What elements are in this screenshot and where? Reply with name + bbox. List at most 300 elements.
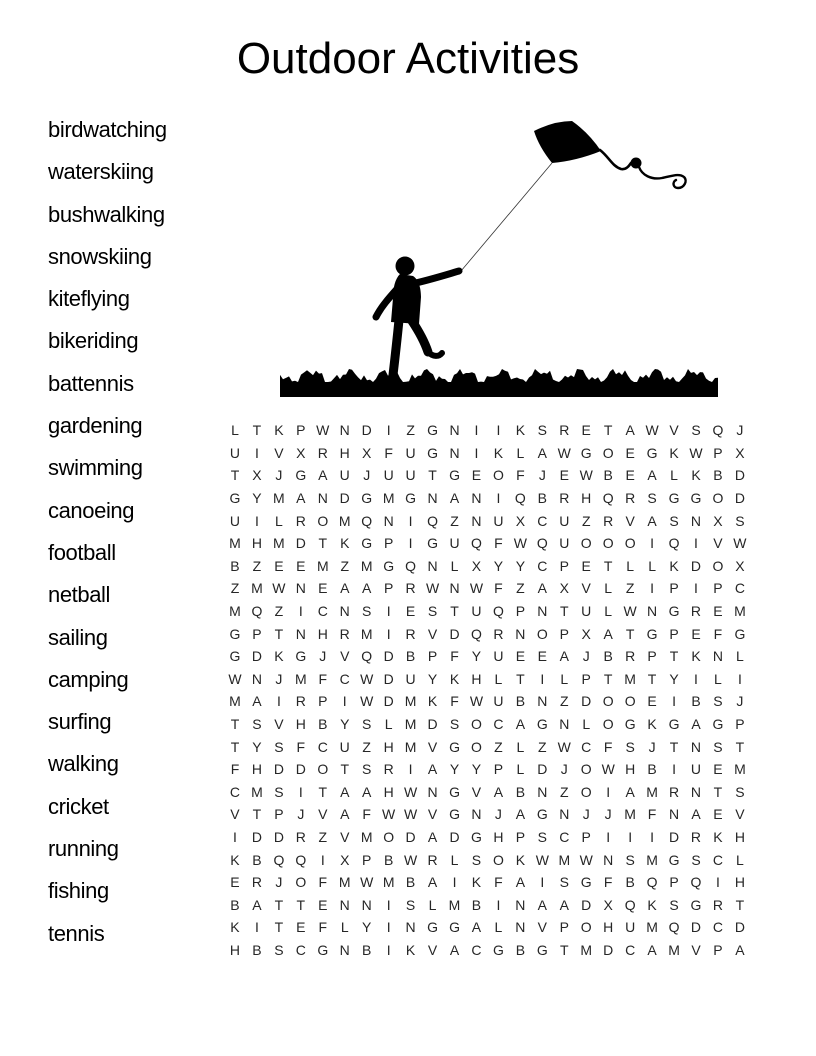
grid-letter: H <box>251 761 262 778</box>
grid-letter: J <box>582 648 590 665</box>
grid-letter: Y <box>669 670 679 687</box>
grid-letter: I <box>606 783 611 800</box>
grid-letter: A <box>537 896 547 913</box>
grid-letter: I <box>298 783 303 800</box>
grid-letter: O <box>317 512 329 529</box>
grid-letter: J <box>275 670 283 687</box>
grid-letter: D <box>734 490 745 507</box>
grid-letter: R <box>668 783 680 800</box>
grid-letter: A <box>449 941 460 958</box>
grid-letter: D <box>383 648 394 665</box>
grid-letter: U <box>690 761 702 778</box>
grid-letter: J <box>319 648 327 665</box>
grid-letter: F <box>647 806 657 823</box>
grid-letter: G <box>471 828 482 845</box>
word-list-item: birdwatching <box>48 117 167 142</box>
grid-letter: S <box>691 851 701 868</box>
grid-letter: G <box>646 444 658 461</box>
grid-letter: U <box>405 467 416 484</box>
grid-letter: T <box>274 896 284 913</box>
grid-letter: W <box>469 693 484 710</box>
word-list <box>48 109 167 955</box>
grid-letter: W <box>557 444 571 461</box>
grid-letter: G <box>668 603 680 620</box>
grid-letter: C <box>537 512 548 529</box>
grid-letter: N <box>405 919 416 936</box>
word-list-item: battennis <box>48 370 134 396</box>
grid-letter: T <box>516 670 525 687</box>
grid-letter: D <box>383 670 394 687</box>
grid-letter: S <box>362 603 372 620</box>
grid-letter: Z <box>318 828 328 845</box>
grid-letter: Z <box>362 738 371 755</box>
grid-letter: D <box>273 828 284 845</box>
grid-letter: G <box>668 851 680 868</box>
grid-letter: G <box>536 806 548 823</box>
grid-letter: W <box>316 422 330 439</box>
grid-letter: G <box>449 806 460 823</box>
word-list-item: football <box>48 539 116 565</box>
grid-letter: N <box>537 783 548 800</box>
grid-letter: J <box>736 422 744 439</box>
grid-letter: J <box>538 467 546 484</box>
grid-letter: V <box>735 806 745 823</box>
grid-letter: W <box>733 535 747 552</box>
grid-letter: P <box>559 557 569 574</box>
grid-letter: H <box>383 783 394 800</box>
grid-letter: A <box>252 693 262 710</box>
grid-letter: V <box>340 828 350 845</box>
grid-letter: I <box>540 670 545 687</box>
grid-letter: Q <box>361 648 373 665</box>
grid-letter: Z <box>252 557 262 574</box>
grid-letter: T <box>559 603 569 620</box>
grid-letter: D <box>295 535 306 552</box>
grid-letter: W <box>579 851 593 868</box>
grid-letter: M <box>646 919 658 936</box>
grid-letter: H <box>295 716 306 733</box>
grid-letter: O <box>602 716 614 733</box>
grid-letter: R <box>295 828 306 845</box>
word-list-item: fishing <box>48 878 109 904</box>
grid-letter: A <box>537 444 547 461</box>
grid-letter: U <box>383 467 394 484</box>
grid-letter: P <box>713 580 723 597</box>
grid-letter: I <box>694 670 698 687</box>
grid-letter: B <box>515 941 526 958</box>
grid-letter: R <box>712 896 723 913</box>
grid-letter: K <box>340 535 350 552</box>
grid-letter: L <box>516 444 525 461</box>
grid-letter: G <box>383 557 395 574</box>
grid-letter: V <box>691 941 701 958</box>
grid-letter: E <box>318 896 328 913</box>
grid-letter: S <box>691 422 701 439</box>
grid-letter: F <box>603 874 613 891</box>
grid-letter: W <box>228 670 242 687</box>
grid-letter: N <box>449 580 460 597</box>
grid-letter: S <box>537 828 547 845</box>
grid-letter: E <box>405 603 416 620</box>
grid-letter: A <box>691 806 701 823</box>
grid-letter: V <box>471 783 482 800</box>
word-list-item: walking <box>48 751 119 777</box>
grid-letter: L <box>450 557 459 574</box>
grid-letter: C <box>229 783 241 800</box>
grid-letter: L <box>714 670 722 687</box>
grid-letter: B <box>252 941 262 958</box>
grid-letter: Y <box>449 761 460 778</box>
grid-letter: K <box>647 716 657 733</box>
grid-letter: E <box>515 648 526 665</box>
grid-letter: B <box>625 874 635 891</box>
grid-letter: M <box>338 512 351 529</box>
grid-letter: U <box>339 467 350 484</box>
grid-letter: O <box>492 467 504 484</box>
grid-letter: Q <box>492 603 504 620</box>
grid-letter: Q <box>712 422 724 439</box>
grid-letter: E <box>274 557 284 574</box>
grid-letter: R <box>625 490 636 507</box>
grid-letter: Z <box>494 738 503 755</box>
grid-letter: M <box>404 738 417 755</box>
child-leg-front <box>393 320 399 375</box>
grid-letter: P <box>427 648 438 665</box>
grid-letter: H <box>229 941 241 958</box>
grid-letter: O <box>317 761 329 778</box>
child-silhouette <box>376 257 459 382</box>
grid-letter: X <box>735 444 745 461</box>
grid-letter: D <box>449 625 460 642</box>
grid-letter: U <box>405 444 416 461</box>
grid-letter: C <box>581 738 592 755</box>
grid-letter: O <box>580 761 592 778</box>
grid-letter: T <box>603 422 613 439</box>
grid-letter: T <box>625 625 635 642</box>
grid-letter: W <box>360 693 374 710</box>
grid-letter: M <box>338 874 351 891</box>
grid-letter: G <box>734 625 746 642</box>
grid-letter: E <box>318 580 328 597</box>
grid-letter: O <box>580 535 592 552</box>
grid-letter: S <box>252 716 262 733</box>
grid-letter: O <box>712 490 724 507</box>
grid-letter: I <box>320 851 325 868</box>
grid-letter: K <box>274 422 284 439</box>
grid-letter: S <box>274 783 284 800</box>
grid-letter: M <box>646 783 658 800</box>
grid-letter: P <box>274 806 284 823</box>
grid-letter: T <box>428 467 437 484</box>
grid-letter: T <box>340 761 350 778</box>
grid-letter: H <box>581 490 592 507</box>
grid-letter: I <box>254 919 259 936</box>
grid-letter: T <box>713 783 723 800</box>
grid-letter: I <box>650 580 655 597</box>
grid-letter: V <box>581 580 591 597</box>
grid-letter: S <box>625 851 635 868</box>
grid-letter: H <box>734 874 745 891</box>
grid-letter: M <box>624 806 636 823</box>
grid-letter: S <box>669 896 679 913</box>
grid-letter: E <box>296 919 306 936</box>
grid-letter: C <box>295 941 306 958</box>
grid-letter: F <box>516 467 525 484</box>
grid-letter: J <box>582 806 590 823</box>
grid-letter: L <box>340 919 349 936</box>
grid-letter: C <box>537 557 548 574</box>
grid-letter: A <box>559 648 569 665</box>
grid-letter: U <box>581 603 592 620</box>
grid-letter: Q <box>295 851 307 868</box>
grid-letter: G <box>229 648 241 665</box>
grid-letter: X <box>252 467 262 484</box>
word-list-item: kiteflying <box>48 286 130 312</box>
grid-letter: J <box>297 806 305 823</box>
grid-letter: N <box>515 919 526 936</box>
grid-letter: M <box>382 874 395 891</box>
grid-letter: M <box>382 490 395 507</box>
grid-letter: L <box>604 580 613 597</box>
grid-letter: W <box>469 580 484 597</box>
grid-letter: T <box>559 941 569 958</box>
grid-letter: Z <box>450 512 459 529</box>
grid-letter: M <box>558 851 571 868</box>
grid-letter: I <box>496 422 501 439</box>
grid-letter: K <box>493 444 504 461</box>
grid-letter: E <box>581 557 591 574</box>
grid-letter: T <box>603 670 613 687</box>
grid-letter: Q <box>602 490 614 507</box>
grid-letter: C <box>712 851 723 868</box>
grid-letter: N <box>515 896 526 913</box>
grid-letter: N <box>449 422 460 439</box>
grid-letter: O <box>580 919 592 936</box>
grid-letter: O <box>492 851 504 868</box>
grid-letter: W <box>579 467 593 484</box>
grid-letter: H <box>625 761 636 778</box>
grid-letter: I <box>650 535 655 552</box>
grid-letter: B <box>603 467 613 484</box>
grid-letter: N <box>339 941 350 958</box>
grid-letter: T <box>735 896 745 913</box>
grid-letter: A <box>427 828 438 845</box>
grid-letter: A <box>647 941 657 958</box>
grid-letter: T <box>274 919 284 936</box>
grid-letter: G <box>427 919 438 936</box>
grid-letter: V <box>318 806 328 823</box>
grid-letter: N <box>537 603 548 620</box>
grid-letter: U <box>559 535 570 552</box>
grid-letter: R <box>295 693 306 710</box>
grid-letter: T <box>603 557 613 574</box>
grid-letter: P <box>669 580 679 597</box>
grid-letter: C <box>625 941 636 958</box>
grid-letter: G <box>449 919 460 936</box>
grid-letter: V <box>537 919 547 936</box>
grid-letter: T <box>450 603 459 620</box>
grid-letter: F <box>713 625 723 642</box>
word-search-grid <box>224 419 751 961</box>
grid-letter: C <box>471 941 482 958</box>
grid-letter: A <box>515 716 526 733</box>
word-list-item: gardening <box>48 413 143 439</box>
grid-letter: R <box>317 444 328 461</box>
grid-letter: B <box>515 693 526 710</box>
grid-letter: O <box>580 783 592 800</box>
grid-letter: I <box>474 422 479 439</box>
grid-letter: I <box>496 896 501 913</box>
grid-letter: D <box>339 490 350 507</box>
grid-letter: D <box>581 693 592 710</box>
grid-letter: E <box>713 603 723 620</box>
grid-letter: S <box>362 761 372 778</box>
grid-letter: Q <box>405 557 417 574</box>
grid-letter: F <box>494 580 503 597</box>
grid-letter: K <box>471 874 482 891</box>
grid-letter: A <box>427 761 438 778</box>
grid-letter: G <box>229 625 241 642</box>
grid-letter: L <box>626 557 635 574</box>
grid-letter: A <box>625 783 635 800</box>
grid-letter: H <box>383 738 394 755</box>
grid-letter: Y <box>252 738 262 755</box>
grid-letter: V <box>340 648 350 665</box>
grid-letter: M <box>448 896 461 913</box>
grid-letter: O <box>471 738 482 755</box>
grid-letter: A <box>362 783 372 800</box>
grid-letter: Z <box>538 738 547 755</box>
grid-letter: B <box>691 693 701 710</box>
grid-letter: S <box>537 422 547 439</box>
grid-letter: G <box>580 874 592 891</box>
word-list-item: cricket <box>48 793 109 819</box>
grid-letter: F <box>318 874 328 891</box>
kite-string <box>461 163 552 271</box>
grid-letter: O <box>602 693 614 710</box>
grid-letter: P <box>735 716 745 733</box>
grid-letter: J <box>363 467 371 484</box>
kite-tail-ribbon <box>639 167 686 188</box>
grid-letter: G <box>427 535 438 552</box>
grid-letter: W <box>623 603 637 620</box>
grid-letter: G <box>690 490 702 507</box>
grid-letter: J <box>275 874 283 891</box>
grid-letter: M <box>229 693 241 710</box>
grid-letter: L <box>231 422 239 439</box>
grid-letter: M <box>229 535 241 552</box>
grid-letter: A <box>449 490 460 507</box>
grid-letter: W <box>360 670 374 687</box>
grid-letter: U <box>339 738 350 755</box>
grid-letter: J <box>736 693 744 710</box>
grid-letter: I <box>650 828 655 845</box>
grid-letter: X <box>713 512 723 529</box>
grid-letter: I <box>694 580 698 597</box>
grid-letter: R <box>603 512 614 529</box>
grid-letter: Z <box>516 580 525 597</box>
grid-letter: H <box>603 919 614 936</box>
grid-letter: B <box>537 490 547 507</box>
grid-letter: R <box>559 422 570 439</box>
grid-letter: D <box>734 919 745 936</box>
grid-letter: V <box>427 806 438 823</box>
grid-letter: M <box>404 716 417 733</box>
grid-letter: M <box>273 535 285 552</box>
grid-letter: A <box>427 874 438 891</box>
grid-letter: X <box>340 851 350 868</box>
grid-letter: P <box>647 648 657 665</box>
grid-letter: K <box>691 648 701 665</box>
grid-letter: O <box>471 716 482 733</box>
grid-letter: I <box>694 535 698 552</box>
grid-letter: S <box>427 603 438 620</box>
grid-letter: S <box>647 490 657 507</box>
grid-letter: K <box>405 941 416 958</box>
grid-letter: K <box>691 467 701 484</box>
grid-letter: N <box>317 490 328 507</box>
grid-letter: X <box>362 444 372 461</box>
grid-letter: W <box>403 851 418 868</box>
grid-letter: B <box>603 648 613 665</box>
grid-letter: Q <box>361 512 373 529</box>
grid-letter: F <box>450 693 459 710</box>
grid-letter: V <box>625 512 635 529</box>
grid-letter: M <box>251 580 263 597</box>
grid-letter: U <box>493 512 504 529</box>
grid-letter: L <box>582 716 591 733</box>
grid-letter: N <box>427 783 438 800</box>
grid-letter: T <box>230 738 240 755</box>
grid-letter: Y <box>493 557 504 574</box>
grid-letter: M <box>273 490 285 507</box>
grid-letter: G <box>580 444 592 461</box>
page-title: Outdoor Activities <box>236 34 580 83</box>
grid-letter: L <box>384 716 393 733</box>
grid-letter: T <box>318 783 328 800</box>
grid-letter: N <box>559 806 570 823</box>
grid-letter: Y <box>362 919 372 936</box>
grid-letter: W <box>513 535 527 552</box>
grid-letter: A <box>340 783 350 800</box>
grid-letter: A <box>625 422 635 439</box>
grid-letter: W <box>403 783 418 800</box>
grid-letter: G <box>317 941 329 958</box>
grid-letter: V <box>713 535 723 552</box>
grid-letter: E <box>713 806 723 823</box>
grid-letter: O <box>602 444 614 461</box>
grid-letter: F <box>296 738 306 755</box>
grid-letter: I <box>408 512 413 529</box>
grid-letter: L <box>274 512 283 529</box>
grid-letter: V <box>230 806 240 823</box>
grid-letter: N <box>339 603 350 620</box>
grid-letter: I <box>716 874 720 891</box>
grid-letter: Z <box>274 603 284 620</box>
grid-letter: E <box>230 874 240 891</box>
grid-letter: S <box>625 738 635 755</box>
grid-letter: D <box>668 828 680 845</box>
grid-letter: W <box>689 444 703 461</box>
grid-letter: P <box>493 761 504 778</box>
grid-letter: D <box>251 648 262 665</box>
grid-letter: G <box>492 941 504 958</box>
grid-letter: B <box>230 896 240 913</box>
grid-letter: A <box>296 490 306 507</box>
grid-letter: I <box>672 693 676 710</box>
grid-letter: O <box>383 828 395 845</box>
grid-letter: Z <box>581 512 591 529</box>
